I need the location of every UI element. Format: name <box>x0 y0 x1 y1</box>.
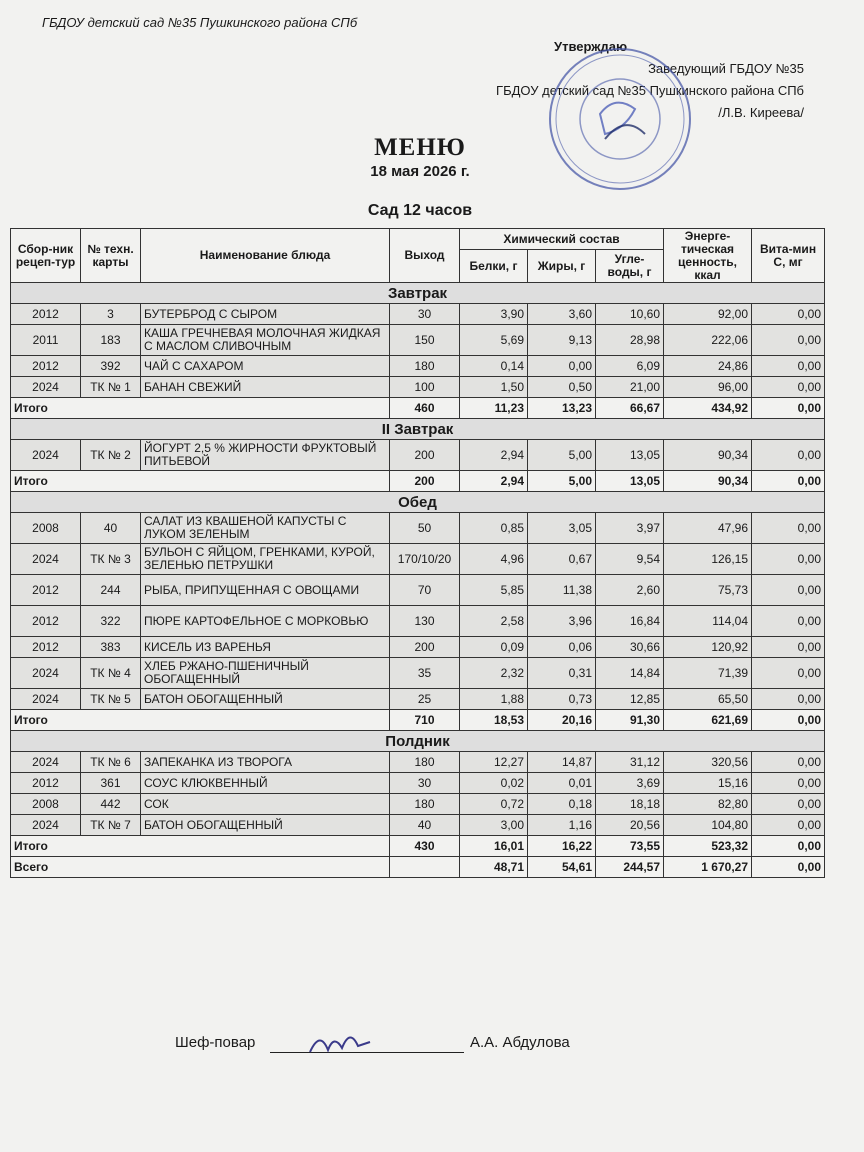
menu-table <box>10 228 825 878</box>
table-cell: ЙОГУРТ 2,5 % ЖИРНОСТИ ФРУКТОВЫЙ ПИТЬЕВОЙ <box>141 440 390 471</box>
table-cell: 222,06 <box>664 325 752 356</box>
table-cell: 0,00 <box>528 356 596 377</box>
table-cell: 0,00 <box>752 544 825 575</box>
table-cell: 82,80 <box>664 794 752 815</box>
table-row <box>11 752 825 773</box>
table-cell: 5,00 <box>528 440 596 471</box>
organization-name: ГБДОУ детский сад №35 Пушкинского района СПб <box>42 15 358 30</box>
table-cell: 6,09 <box>596 356 664 377</box>
section-title: Обед <box>11 492 825 513</box>
table-cell: СОУС КЛЮКВЕННЫЙ <box>141 773 390 794</box>
total-cell: 0,00 <box>752 710 825 731</box>
table-cell: 361 <box>81 773 141 794</box>
table-cell: 114,04 <box>664 606 752 637</box>
table-cell: ТК № 3 <box>81 544 141 575</box>
table-cell: 24,86 <box>664 356 752 377</box>
table-row <box>11 513 825 544</box>
table-cell: 320,56 <box>664 752 752 773</box>
table-cell: 9,13 <box>528 325 596 356</box>
section-header <box>11 419 825 440</box>
table-cell: 25 <box>390 689 460 710</box>
header-card: № техн. карты <box>81 229 141 283</box>
grand-total-label: Всего <box>11 857 390 878</box>
table-cell: 12,85 <box>596 689 664 710</box>
table-cell: 0,72 <box>460 794 528 815</box>
table-cell: 2012 <box>11 637 81 658</box>
approval-position: Заведующий ГБДОУ №35 <box>648 61 804 76</box>
table-cell: 2012 <box>11 356 81 377</box>
total-cell: 710 <box>390 710 460 731</box>
table-cell: 0,73 <box>528 689 596 710</box>
table-cell: 40 <box>390 815 460 836</box>
table-cell: 5,85 <box>460 575 528 606</box>
table-cell: 0,00 <box>752 689 825 710</box>
table-cell: 65,50 <box>664 689 752 710</box>
table-row <box>11 637 825 658</box>
table-cell: 0,00 <box>752 377 825 398</box>
table-cell: 0,00 <box>752 356 825 377</box>
table-cell: 0,85 <box>460 513 528 544</box>
table-cell: ТК № 6 <box>81 752 141 773</box>
total-cell: 460 <box>390 398 460 419</box>
grand-total-cell <box>390 857 460 878</box>
table-cell: 2011 <box>11 325 81 356</box>
total-row <box>11 471 825 492</box>
total-cell: 430 <box>390 836 460 857</box>
table-cell: 120,92 <box>664 637 752 658</box>
table-cell: 180 <box>390 752 460 773</box>
table-row <box>11 440 825 471</box>
total-label: Итого <box>11 471 390 492</box>
header-vitamin: Вита-мин С, мг <box>752 229 825 283</box>
grand-total-row <box>11 857 825 878</box>
grand-total-cell: 48,71 <box>460 857 528 878</box>
table-cell: 3,90 <box>460 304 528 325</box>
table-cell: ЗАПЕКАНКА ИЗ ТВОРОГА <box>141 752 390 773</box>
table-cell: 2012 <box>11 606 81 637</box>
table-row <box>11 377 825 398</box>
table-cell: 2024 <box>11 815 81 836</box>
table-cell: САЛАТ ИЗ КВАШЕНОЙ КАПУСТЫ С ЛУКОМ ЗЕЛЕНЫМ <box>141 513 390 544</box>
table-cell: 3,60 <box>528 304 596 325</box>
table-cell: 35 <box>390 658 460 689</box>
table-cell: ТК № 5 <box>81 689 141 710</box>
total-cell: 90,34 <box>664 471 752 492</box>
table-cell: 3 <box>81 304 141 325</box>
table-cell: 3,96 <box>528 606 596 637</box>
table-cell: 20,56 <box>596 815 664 836</box>
header-yield: Выход <box>390 229 460 283</box>
table-cell: 2024 <box>11 752 81 773</box>
table-row <box>11 606 825 637</box>
table-cell: 9,54 <box>596 544 664 575</box>
total-cell: 0,00 <box>752 471 825 492</box>
table-cell: ТК № 1 <box>81 377 141 398</box>
table-row <box>11 658 825 689</box>
table-cell: БАНАН СВЕЖИЙ <box>141 377 390 398</box>
table-cell: 383 <box>81 637 141 658</box>
table-cell: 0,00 <box>752 658 825 689</box>
chef-label: Шеф-повар <box>175 1034 256 1051</box>
table-cell: 2,94 <box>460 440 528 471</box>
table-cell: 0,09 <box>460 637 528 658</box>
table-cell: 2012 <box>11 773 81 794</box>
table-cell: 0,67 <box>528 544 596 575</box>
table-cell: РЫБА, ПРИПУЩЕННАЯ С ОВОЩАМИ <box>141 575 390 606</box>
table-cell: 90,34 <box>664 440 752 471</box>
header-carbs: Угле-воды, г <box>596 250 664 283</box>
table-cell: 100 <box>390 377 460 398</box>
total-cell: 13,05 <box>596 471 664 492</box>
table-cell: 31,12 <box>596 752 664 773</box>
header-protein: Белки, г <box>460 250 528 283</box>
section-header <box>11 731 825 752</box>
total-cell: 523,32 <box>664 836 752 857</box>
table-cell: 2012 <box>11 575 81 606</box>
table-cell: 2024 <box>11 440 81 471</box>
table-cell: 2024 <box>11 377 81 398</box>
table-cell: 0,00 <box>752 325 825 356</box>
table-cell: 200 <box>390 637 460 658</box>
table-cell: 0,14 <box>460 356 528 377</box>
table-row <box>11 689 825 710</box>
table-cell: 16,84 <box>596 606 664 637</box>
grand-total-cell: 54,61 <box>528 857 596 878</box>
table-cell: 14,87 <box>528 752 596 773</box>
total-cell: 13,23 <box>528 398 596 419</box>
table-cell: 12,27 <box>460 752 528 773</box>
page-title: МЕНЮ <box>374 134 466 161</box>
table-cell: 3,97 <box>596 513 664 544</box>
table-cell: 180 <box>390 356 460 377</box>
table-row <box>11 325 825 356</box>
table-cell: 2,58 <box>460 606 528 637</box>
table-cell: 5,69 <box>460 325 528 356</box>
chef-signature-icon <box>300 1020 390 1065</box>
table-cell: ТК № 4 <box>81 658 141 689</box>
table-cell: БАТОН ОБОГАЩЕННЫЙ <box>141 815 390 836</box>
table-cell: 2012 <box>11 304 81 325</box>
table-cell: 150 <box>390 325 460 356</box>
table-cell: 130 <box>390 606 460 637</box>
table-cell: 70 <box>390 575 460 606</box>
table-cell: 0,00 <box>752 606 825 637</box>
table-cell: 0,00 <box>752 575 825 606</box>
table-cell: 0,00 <box>752 794 825 815</box>
total-cell: 66,67 <box>596 398 664 419</box>
table-cell: БУЛЬОН С ЯЙЦОМ, ГРЕНКАМИ, КУРОЙ, ЗЕЛЕНЬЮ ПЕТРУШКИ <box>141 544 390 575</box>
table-cell: ПЮРЕ КАРТОФЕЛЬНОЕ С МОРКОВЬЮ <box>141 606 390 637</box>
total-cell: 0,00 <box>752 398 825 419</box>
table-cell: 322 <box>81 606 141 637</box>
section-title: Полдник <box>11 731 825 752</box>
table-cell: 10,60 <box>596 304 664 325</box>
table-row <box>11 794 825 815</box>
total-cell: 200 <box>390 471 460 492</box>
table-cell: 3,05 <box>528 513 596 544</box>
table-cell: КИСЕЛЬ ИЗ ВАРЕНЬЯ <box>141 637 390 658</box>
table-cell: 2,60 <box>596 575 664 606</box>
table-cell: 50 <box>390 513 460 544</box>
table-cell: 0,00 <box>752 752 825 773</box>
total-cell: 11,23 <box>460 398 528 419</box>
table-cell: 14,84 <box>596 658 664 689</box>
table-cell: 0,00 <box>752 815 825 836</box>
approval-title: Утверждаю <box>554 39 628 54</box>
total-cell: 0,00 <box>752 836 825 857</box>
table-cell: 0,00 <box>752 304 825 325</box>
table-cell: 2024 <box>11 658 81 689</box>
table-cell: 15,16 <box>664 773 752 794</box>
table-cell: 4,96 <box>460 544 528 575</box>
menu-date: 18 мая 2026 г. <box>370 163 470 180</box>
table-cell: 244 <box>81 575 141 606</box>
table-cell: 442 <box>81 794 141 815</box>
table-cell: 18,18 <box>596 794 664 815</box>
total-cell: 73,55 <box>596 836 664 857</box>
table-cell: 0,18 <box>528 794 596 815</box>
table-cell: ТК № 2 <box>81 440 141 471</box>
table-cell: 96,00 <box>664 377 752 398</box>
total-cell: 434,92 <box>664 398 752 419</box>
table-cell: 104,80 <box>664 815 752 836</box>
table-row <box>11 773 825 794</box>
table-row <box>11 356 825 377</box>
table-cell: 2,32 <box>460 658 528 689</box>
table-cell: 75,73 <box>664 575 752 606</box>
table-cell: ЧАЙ С САХАРОМ <box>141 356 390 377</box>
section-title: II Завтрак <box>11 419 825 440</box>
table-cell: 0,31 <box>528 658 596 689</box>
total-cell: 18,53 <box>460 710 528 731</box>
table-cell: 47,96 <box>664 513 752 544</box>
table-cell: 2008 <box>11 794 81 815</box>
total-label: Итого <box>11 836 390 857</box>
table-cell: 200 <box>390 440 460 471</box>
table-cell: 126,15 <box>664 544 752 575</box>
table-cell: 0,01 <box>528 773 596 794</box>
table-cell: 28,98 <box>596 325 664 356</box>
menu-subtitle: Сад 12 часов <box>367 202 473 219</box>
total-cell: 5,00 <box>528 471 596 492</box>
table-cell: КАША ГРЕЧНЕВАЯ МОЛОЧНАЯ ЖИДКАЯ С МАСЛОМ СЛИВОЧНЫМ <box>141 325 390 356</box>
section-header <box>11 283 825 304</box>
table-cell: СОК <box>141 794 390 815</box>
table-cell: ХЛЕБ РЖАНО-ПШЕНИЧНЫЙ ОБОГАЩЕННЫЙ <box>141 658 390 689</box>
total-row <box>11 710 825 731</box>
total-cell: 2,94 <box>460 471 528 492</box>
table-cell: 0,02 <box>460 773 528 794</box>
header-fat: Жиры, г <box>528 250 596 283</box>
table-cell: ТК № 7 <box>81 815 141 836</box>
table-cell: 11,38 <box>528 575 596 606</box>
table-cell: 92,00 <box>664 304 752 325</box>
table-cell: 1,16 <box>528 815 596 836</box>
approval-organization: ГБДОУ детский сад №35 Пушкинского района СПб <box>496 83 804 98</box>
section-title: Завтрак <box>11 283 825 304</box>
total-label: Итого <box>11 398 390 419</box>
table-cell: 21,00 <box>596 377 664 398</box>
header-chem: Химический состав <box>460 229 664 250</box>
table-cell: 0,00 <box>752 440 825 471</box>
total-cell: 16,01 <box>460 836 528 857</box>
table-row <box>11 575 825 606</box>
table-cell: 2024 <box>11 544 81 575</box>
total-cell: 16,22 <box>528 836 596 857</box>
table-cell: БУТЕРБРОД С СЫРОМ <box>141 304 390 325</box>
table-cell: 30,66 <box>596 637 664 658</box>
total-row <box>11 836 825 857</box>
table-row <box>11 544 825 575</box>
table-cell: 2024 <box>11 689 81 710</box>
table-cell: 0,00 <box>752 773 825 794</box>
table-cell: 392 <box>81 356 141 377</box>
table-cell: 2008 <box>11 513 81 544</box>
section-header <box>11 492 825 513</box>
table-cell: 1,50 <box>460 377 528 398</box>
header-dish: Наименование блюда <box>141 229 390 283</box>
table-cell: 0,00 <box>752 637 825 658</box>
grand-total-cell: 1 670,27 <box>664 857 752 878</box>
table-cell: 183 <box>81 325 141 356</box>
table-row <box>11 815 825 836</box>
table-cell: 3,69 <box>596 773 664 794</box>
approval-signatory: /Л.В. Киреева/ <box>718 105 804 120</box>
table-cell: 0,00 <box>752 513 825 544</box>
table-cell: 30 <box>390 773 460 794</box>
table-cell: 1,88 <box>460 689 528 710</box>
total-label: Итого <box>11 710 390 731</box>
table-row <box>11 304 825 325</box>
table-cell: 0,06 <box>528 637 596 658</box>
table-cell: 3,00 <box>460 815 528 836</box>
menu-table-body <box>11 283 825 878</box>
total-cell: 20,16 <box>528 710 596 731</box>
grand-total-cell: 244,57 <box>596 857 664 878</box>
header-collection: Сбор-ник рецеп-тур <box>11 229 81 283</box>
grand-total-cell: 0,00 <box>752 857 825 878</box>
table-cell: 71,39 <box>664 658 752 689</box>
table-cell: 180 <box>390 794 460 815</box>
table-cell: 13,05 <box>596 440 664 471</box>
header-energy: Энерге-тическая ценность, ккал <box>664 229 752 283</box>
table-cell: 170/10/20 <box>390 544 460 575</box>
total-cell: 621,69 <box>664 710 752 731</box>
total-cell: 91,30 <box>596 710 664 731</box>
table-cell: 40 <box>81 513 141 544</box>
table-cell: БАТОН ОБОГАЩЕННЫЙ <box>141 689 390 710</box>
total-row <box>11 398 825 419</box>
table-cell: 0,50 <box>528 377 596 398</box>
chef-name: А.А. Абдулова <box>470 1034 570 1051</box>
table-cell: 30 <box>390 304 460 325</box>
